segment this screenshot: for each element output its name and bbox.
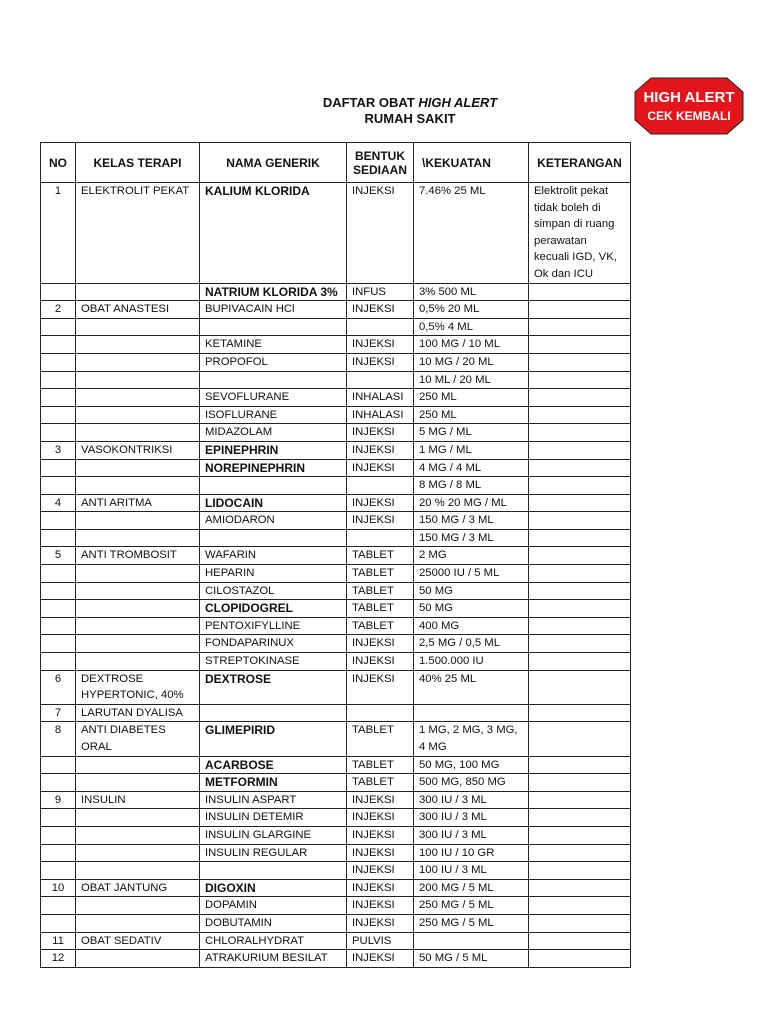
- cell-bentuk-sediaan: INHALASI: [347, 389, 414, 407]
- cell-kekuatan: 0,5% 20 ML: [414, 301, 529, 319]
- cell-no: [41, 862, 76, 880]
- cell-nama-generik: EPINEPHRIN: [200, 441, 347, 459]
- cell-kekuatan: 50 MG: [414, 582, 529, 600]
- cell-no: [41, 459, 76, 477]
- cell-no: 1: [41, 183, 76, 284]
- cell-nama-generik: PROPOFOL: [200, 353, 347, 371]
- cell-bentuk-sediaan: TABLET: [347, 756, 414, 774]
- cell-nama-generik: GLIMEPIRID: [200, 722, 347, 756]
- table-row: [41, 565, 631, 583]
- table-row: [41, 547, 631, 565]
- cell-nama-generik: BUPIVACAIN HCl: [200, 301, 347, 319]
- cell-bentuk-sediaan: INJEKSI: [347, 653, 414, 671]
- cell-keterangan: [529, 722, 631, 756]
- cell-nama-generik: INSULIN DETEMIR: [200, 809, 347, 827]
- cell-keterangan: [529, 653, 631, 671]
- document-title-prefix: DAFTAR OBAT: [322, 95, 419, 110]
- cell-bentuk-sediaan: INJEKSI: [347, 459, 414, 477]
- cell-nama-generik: ACARBOSE: [200, 756, 347, 774]
- cell-keterangan: [529, 477, 631, 495]
- cell-nama-generik: CILOSTAZOL: [200, 582, 347, 600]
- cell-kelas-terapi: [76, 653, 200, 671]
- table-row: [41, 791, 631, 809]
- cell-kelas-terapi: [76, 459, 200, 477]
- cell-kekuatan: 1.500.000 IU: [414, 653, 529, 671]
- cell-bentuk-sediaan: TABLET: [347, 565, 414, 583]
- cell-no: [41, 565, 76, 583]
- table-row: [41, 879, 631, 897]
- cell-keterangan: [529, 932, 631, 950]
- cell-no: 3: [41, 441, 76, 459]
- cell-kekuatan: [414, 932, 529, 950]
- cell-no: [41, 424, 76, 442]
- cell-no: [41, 318, 76, 336]
- cell-kekuatan: 50 MG: [414, 600, 529, 618]
- cell-kelas-terapi: [76, 897, 200, 915]
- table-row: [41, 283, 631, 301]
- cell-bentuk-sediaan: INJEKSI: [347, 441, 414, 459]
- cell-kekuatan: 300 IU / 3 ML: [414, 809, 529, 827]
- table-row: [41, 897, 631, 915]
- cell-no: 12: [41, 950, 76, 968]
- cell-no: [41, 914, 76, 932]
- cell-nama-generik: STREPTOKINASE: [200, 653, 347, 671]
- cell-kelas-terapi: ANTI DIABETES ORAL: [76, 722, 200, 756]
- cell-nama-generik: CHLORALHYDRAT: [200, 932, 347, 950]
- cell-keterangan: [529, 529, 631, 547]
- cell-nama-generik: CLOPIDOGREL: [200, 600, 347, 618]
- table-row: [41, 756, 631, 774]
- cell-bentuk-sediaan: [347, 704, 414, 722]
- cell-bentuk-sediaan: INJEKSI: [347, 512, 414, 530]
- table-row: [41, 512, 631, 530]
- cell-kekuatan: 2,5 MG / 0,5 ML: [414, 635, 529, 653]
- cell-nama-generik: KALIUM KLORIDA: [200, 183, 347, 284]
- cell-kelas-terapi: [76, 389, 200, 407]
- cell-keterangan: [529, 424, 631, 442]
- cell-kelas-terapi: [76, 565, 200, 583]
- cell-bentuk-sediaan: [347, 371, 414, 389]
- cell-kekuatan: 50 MG, 100 MG: [414, 756, 529, 774]
- cell-bentuk-sediaan: INJEKSI: [347, 826, 414, 844]
- table-row: [41, 635, 631, 653]
- cell-keterangan: [529, 301, 631, 319]
- table-row: [41, 336, 631, 354]
- cell-keterangan: [529, 862, 631, 880]
- header-kekuatan: \KEKUATAN: [414, 143, 529, 183]
- header-keterangan: KETERANGAN: [529, 143, 631, 183]
- cell-nama-generik: DEXTROSE: [200, 670, 347, 704]
- cell-nama-generik: NOREPINEPHRIN: [200, 459, 347, 477]
- cell-keterangan: [529, 582, 631, 600]
- cell-kelas-terapi: [76, 950, 200, 968]
- high-alert-badge: [634, 77, 744, 135]
- cell-nama-generik: [200, 704, 347, 722]
- cell-keterangan: [529, 809, 631, 827]
- cell-bentuk-sediaan: INJEKSI: [347, 844, 414, 862]
- cell-kekuatan: 400 MG: [414, 617, 529, 635]
- cell-keterangan: [529, 389, 631, 407]
- cell-no: [41, 635, 76, 653]
- cell-kelas-terapi: VASOKONTRIKSI: [76, 441, 200, 459]
- cell-nama-generik: HEPARIN: [200, 565, 347, 583]
- cell-kekuatan: 250 MG / 5 ML: [414, 914, 529, 932]
- cell-kekuatan: 4 MG / 4 ML: [414, 459, 529, 477]
- cell-kelas-terapi: [76, 844, 200, 862]
- cell-keterangan: [529, 512, 631, 530]
- cell-bentuk-sediaan: [347, 477, 414, 495]
- cell-no: [41, 844, 76, 862]
- cell-keterangan: [529, 565, 631, 583]
- table-row: [41, 704, 631, 722]
- cell-no: [41, 653, 76, 671]
- cell-nama-generik: [200, 318, 347, 336]
- cell-kelas-terapi: [76, 424, 200, 442]
- table-row: [41, 441, 631, 459]
- table-row: [41, 477, 631, 495]
- cell-no: [41, 617, 76, 635]
- cell-nama-generik: ATRAKURIUM BESILAT: [200, 950, 347, 968]
- cell-bentuk-sediaan: INJEKSI: [347, 879, 414, 897]
- table-row: [41, 582, 631, 600]
- cell-no: [41, 897, 76, 915]
- cell-keterangan: [529, 353, 631, 371]
- cell-no: [41, 406, 76, 424]
- table-row: [41, 617, 631, 635]
- cell-kekuatan: [414, 704, 529, 722]
- document-subtitle: RUMAH SAKIT: [364, 111, 456, 126]
- cell-kelas-terapi: [76, 826, 200, 844]
- cell-bentuk-sediaan: INJEKSI: [347, 670, 414, 704]
- cell-kelas-terapi: INSULIN: [76, 791, 200, 809]
- badge-line-2: CEK KEMBALI: [647, 109, 731, 123]
- cell-no: 9: [41, 791, 76, 809]
- cell-kelas-terapi: [76, 371, 200, 389]
- cell-kekuatan: 50 MG / 5 ML: [414, 950, 529, 968]
- cell-kelas-terapi: DEXTROSE HYPERTONIC, 40%: [76, 670, 200, 704]
- cell-kekuatan: 10 ML / 20 ML: [414, 371, 529, 389]
- cell-no: 10: [41, 879, 76, 897]
- cell-keterangan: [529, 617, 631, 635]
- cell-keterangan: [529, 441, 631, 459]
- document-title-italic: HIGH ALERT: [418, 95, 498, 110]
- cell-kelas-terapi: [76, 477, 200, 495]
- cell-kelas-terapi: [76, 336, 200, 354]
- cell-kekuatan: 300 IU / 3 ML: [414, 791, 529, 809]
- table-row: [41, 950, 631, 968]
- cell-nama-generik: DOPAMIN: [200, 897, 347, 915]
- cell-nama-generik: INSULIN GLARGINE: [200, 826, 347, 844]
- cell-bentuk-sediaan: INHALASI: [347, 406, 414, 424]
- cell-bentuk-sediaan: [347, 318, 414, 336]
- cell-bentuk-sediaan: INJEKSI: [347, 424, 414, 442]
- document-title: [230, 95, 590, 110]
- cell-bentuk-sediaan: TABLET: [347, 774, 414, 792]
- cell-kelas-terapi: [76, 914, 200, 932]
- cell-kelas-terapi: LARUTAN DYALISA: [76, 704, 200, 722]
- cell-keterangan: [529, 318, 631, 336]
- cell-no: [41, 477, 76, 495]
- table-row: [41, 494, 631, 512]
- table-header-row: [41, 143, 631, 183]
- cell-keterangan: [529, 826, 631, 844]
- cell-kekuatan: 2 MG: [414, 547, 529, 565]
- cell-no: [41, 336, 76, 354]
- table-row: [41, 406, 631, 424]
- cell-kelas-terapi: [76, 283, 200, 301]
- cell-keterangan: [529, 791, 631, 809]
- cell-bentuk-sediaan: TABLET: [347, 600, 414, 618]
- cell-kelas-terapi: [76, 774, 200, 792]
- cell-no: 8: [41, 722, 76, 756]
- cell-kekuatan: 25000 IU / 5 ML: [414, 565, 529, 583]
- cell-keterangan: [529, 406, 631, 424]
- cell-keterangan: [529, 600, 631, 618]
- cell-nama-generik: ISOFLURANE: [200, 406, 347, 424]
- cell-no: [41, 809, 76, 827]
- cell-bentuk-sediaan: INJEKSI: [347, 183, 414, 284]
- cell-kekuatan: 300 IU / 3 ML: [414, 826, 529, 844]
- header-nama-generik: NAMA GENERIK: [200, 143, 347, 183]
- cell-kekuatan: 150 MG / 3 ML: [414, 512, 529, 530]
- cell-keterangan: [529, 635, 631, 653]
- cell-kekuatan: 100 IU / 3 ML: [414, 862, 529, 880]
- cell-keterangan: Elektrolit pekat tidak boleh di simpan di ruang perawatan kecuali IGD, VK, Ok dan ICU: [529, 183, 631, 284]
- cell-no: [41, 826, 76, 844]
- cell-keterangan: [529, 670, 631, 704]
- cell-kekuatan: 1 MG / ML: [414, 441, 529, 459]
- cell-no: [41, 283, 76, 301]
- cell-bentuk-sediaan: INJEKSI: [347, 950, 414, 968]
- cell-nama-generik: FONDAPARINUX: [200, 635, 347, 653]
- cell-kelas-terapi: [76, 318, 200, 336]
- cell-keterangan: [529, 897, 631, 915]
- cell-bentuk-sediaan: INJEKSI: [347, 862, 414, 880]
- badge-line-1: HIGH ALERT: [643, 89, 735, 106]
- cell-no: 5: [41, 547, 76, 565]
- cell-kekuatan: 250 ML: [414, 389, 529, 407]
- cell-kelas-terapi: [76, 600, 200, 618]
- table-row: [41, 389, 631, 407]
- cell-kelas-terapi: [76, 809, 200, 827]
- cell-kelas-terapi: ELEKTROLIT PEKAT: [76, 183, 200, 284]
- cell-nama-generik: DOBUTAMIN: [200, 914, 347, 932]
- cell-kelas-terapi: [76, 512, 200, 530]
- cell-kekuatan: 8 MG / 8 ML: [414, 477, 529, 495]
- table-row: [41, 653, 631, 671]
- cell-no: 4: [41, 494, 76, 512]
- cell-kelas-terapi: [76, 617, 200, 635]
- cell-bentuk-sediaan: INJEKSI: [347, 353, 414, 371]
- cell-kelas-terapi: [76, 582, 200, 600]
- cell-kekuatan: 150 MG / 3 ML: [414, 529, 529, 547]
- cell-kekuatan: 500 MG, 850 MG: [414, 774, 529, 792]
- octagon-icon: [634, 77, 744, 135]
- cell-kelas-terapi: [76, 529, 200, 547]
- cell-nama-generik: LIDOCAIN: [200, 494, 347, 512]
- cell-nama-generik: METFORMIN: [200, 774, 347, 792]
- cell-bentuk-sediaan: INJEKSI: [347, 791, 414, 809]
- cell-kekuatan: 40% 25 ML: [414, 670, 529, 704]
- cell-no: [41, 389, 76, 407]
- cell-kelas-terapi: ANTI TROMBOSIT: [76, 547, 200, 565]
- table-row: [41, 529, 631, 547]
- cell-no: [41, 529, 76, 547]
- cell-keterangan: [529, 371, 631, 389]
- table-row: [41, 826, 631, 844]
- table-row: [41, 459, 631, 477]
- table-row: [41, 600, 631, 618]
- cell-bentuk-sediaan: TABLET: [347, 582, 414, 600]
- cell-bentuk-sediaan: INFUS: [347, 283, 414, 301]
- cell-keterangan: [529, 283, 631, 301]
- cell-no: [41, 512, 76, 530]
- cell-kelas-terapi: [76, 862, 200, 880]
- cell-bentuk-sediaan: INJEKSI: [347, 809, 414, 827]
- cell-kelas-terapi: ANTI ARITMA: [76, 494, 200, 512]
- cell-no: 6: [41, 670, 76, 704]
- cell-no: [41, 353, 76, 371]
- table-row: [41, 774, 631, 792]
- cell-nama-generik: AMIODARON: [200, 512, 347, 530]
- cell-kelas-terapi: OBAT JANTUNG: [76, 879, 200, 897]
- table-row: [41, 183, 631, 284]
- cell-kekuatan: 20 % 20 MG / ML: [414, 494, 529, 512]
- cell-keterangan: [529, 459, 631, 477]
- cell-kekuatan: 5 MG / ML: [414, 424, 529, 442]
- cell-keterangan: [529, 704, 631, 722]
- cell-keterangan: [529, 547, 631, 565]
- table-row: [41, 371, 631, 389]
- cell-bentuk-sediaan: TABLET: [347, 722, 414, 756]
- cell-bentuk-sediaan: [347, 529, 414, 547]
- cell-kekuatan: 10 MG / 20 ML: [414, 353, 529, 371]
- cell-nama-generik: DIGOXIN: [200, 879, 347, 897]
- cell-bentuk-sediaan: INJEKSI: [347, 914, 414, 932]
- cell-keterangan: [529, 914, 631, 932]
- cell-kekuatan: 100 IU / 10 GR: [414, 844, 529, 862]
- cell-kekuatan: 7.46% 25 ML: [414, 183, 529, 284]
- cell-bentuk-sediaan: INJEKSI: [347, 494, 414, 512]
- cell-no: [41, 582, 76, 600]
- cell-keterangan: [529, 950, 631, 968]
- cell-nama-generik: PENTOXIFYLLINE: [200, 617, 347, 635]
- cell-bentuk-sediaan: INJEKSI: [347, 336, 414, 354]
- cell-bentuk-sediaan: INJEKSI: [347, 635, 414, 653]
- cell-bentuk-sediaan: INJEKSI: [347, 897, 414, 915]
- table-row: [41, 318, 631, 336]
- table-row: [41, 670, 631, 704]
- cell-kekuatan: 3% 500 ML: [414, 283, 529, 301]
- cell-keterangan: [529, 844, 631, 862]
- cell-kekuatan: 250 MG / 5 ML: [414, 897, 529, 915]
- cell-kekuatan: 200 MG / 5 ML: [414, 879, 529, 897]
- cell-kekuatan: 1 MG, 2 MG, 3 MG, 4 MG: [414, 722, 529, 756]
- table-row: [41, 809, 631, 827]
- cell-kelas-terapi: [76, 406, 200, 424]
- cell-nama-generik: [200, 477, 347, 495]
- table-row: [41, 301, 631, 319]
- cell-kelas-terapi: [76, 756, 200, 774]
- cell-no: 11: [41, 932, 76, 950]
- cell-nama-generik: SEVOFLURANE: [200, 389, 347, 407]
- cell-nama-generik: [200, 862, 347, 880]
- table-row: [41, 424, 631, 442]
- cell-kekuatan: 100 MG / 10 ML: [414, 336, 529, 354]
- cell-no: [41, 756, 76, 774]
- table-row: [41, 353, 631, 371]
- cell-nama-generik: [200, 529, 347, 547]
- cell-keterangan: [529, 774, 631, 792]
- cell-kelas-terapi: [76, 353, 200, 371]
- cell-kelas-terapi: OBAT ANASTESI: [76, 301, 200, 319]
- cell-nama-generik: [200, 371, 347, 389]
- cell-nama-generik: WAFARIN: [200, 547, 347, 565]
- cell-keterangan: [529, 494, 631, 512]
- cell-nama-generik: NATRIUM KLORIDA 3%: [200, 283, 347, 301]
- header-no: NO: [41, 143, 76, 183]
- cell-no: 7: [41, 704, 76, 722]
- header-kelas-terapi: KELAS TERAPI: [76, 143, 200, 183]
- cell-bentuk-sediaan: TABLET: [347, 547, 414, 565]
- cell-nama-generik: INSULIN REGULAR: [200, 844, 347, 862]
- table-row: [41, 914, 631, 932]
- cell-keterangan: [529, 336, 631, 354]
- cell-nama-generik: KETAMINE: [200, 336, 347, 354]
- cell-no: 2: [41, 301, 76, 319]
- table-row: [41, 722, 631, 756]
- cell-kekuatan: 0,5% 4 ML: [414, 318, 529, 336]
- cell-bentuk-sediaan: PULVIS: [347, 932, 414, 950]
- table-row: [41, 844, 631, 862]
- cell-kelas-terapi: OBAT SEDATIV: [76, 932, 200, 950]
- cell-kekuatan: 250 ML: [414, 406, 529, 424]
- cell-no: [41, 600, 76, 618]
- cell-kelas-terapi: [76, 635, 200, 653]
- cell-keterangan: [529, 879, 631, 897]
- table-row: [41, 862, 631, 880]
- cell-no: [41, 371, 76, 389]
- cell-nama-generik: MIDAZOLAM: [200, 424, 347, 442]
- cell-bentuk-sediaan: INJEKSI: [347, 301, 414, 319]
- cell-no: [41, 774, 76, 792]
- cell-nama-generik: INSULIN ASPART: [200, 791, 347, 809]
- cell-keterangan: [529, 756, 631, 774]
- cell-bentuk-sediaan: TABLET: [347, 617, 414, 635]
- header-bentuk-sediaan: BENTUK SEDIAAN: [347, 143, 414, 183]
- high-alert-drug-table: [40, 142, 631, 968]
- table-row: [41, 932, 631, 950]
